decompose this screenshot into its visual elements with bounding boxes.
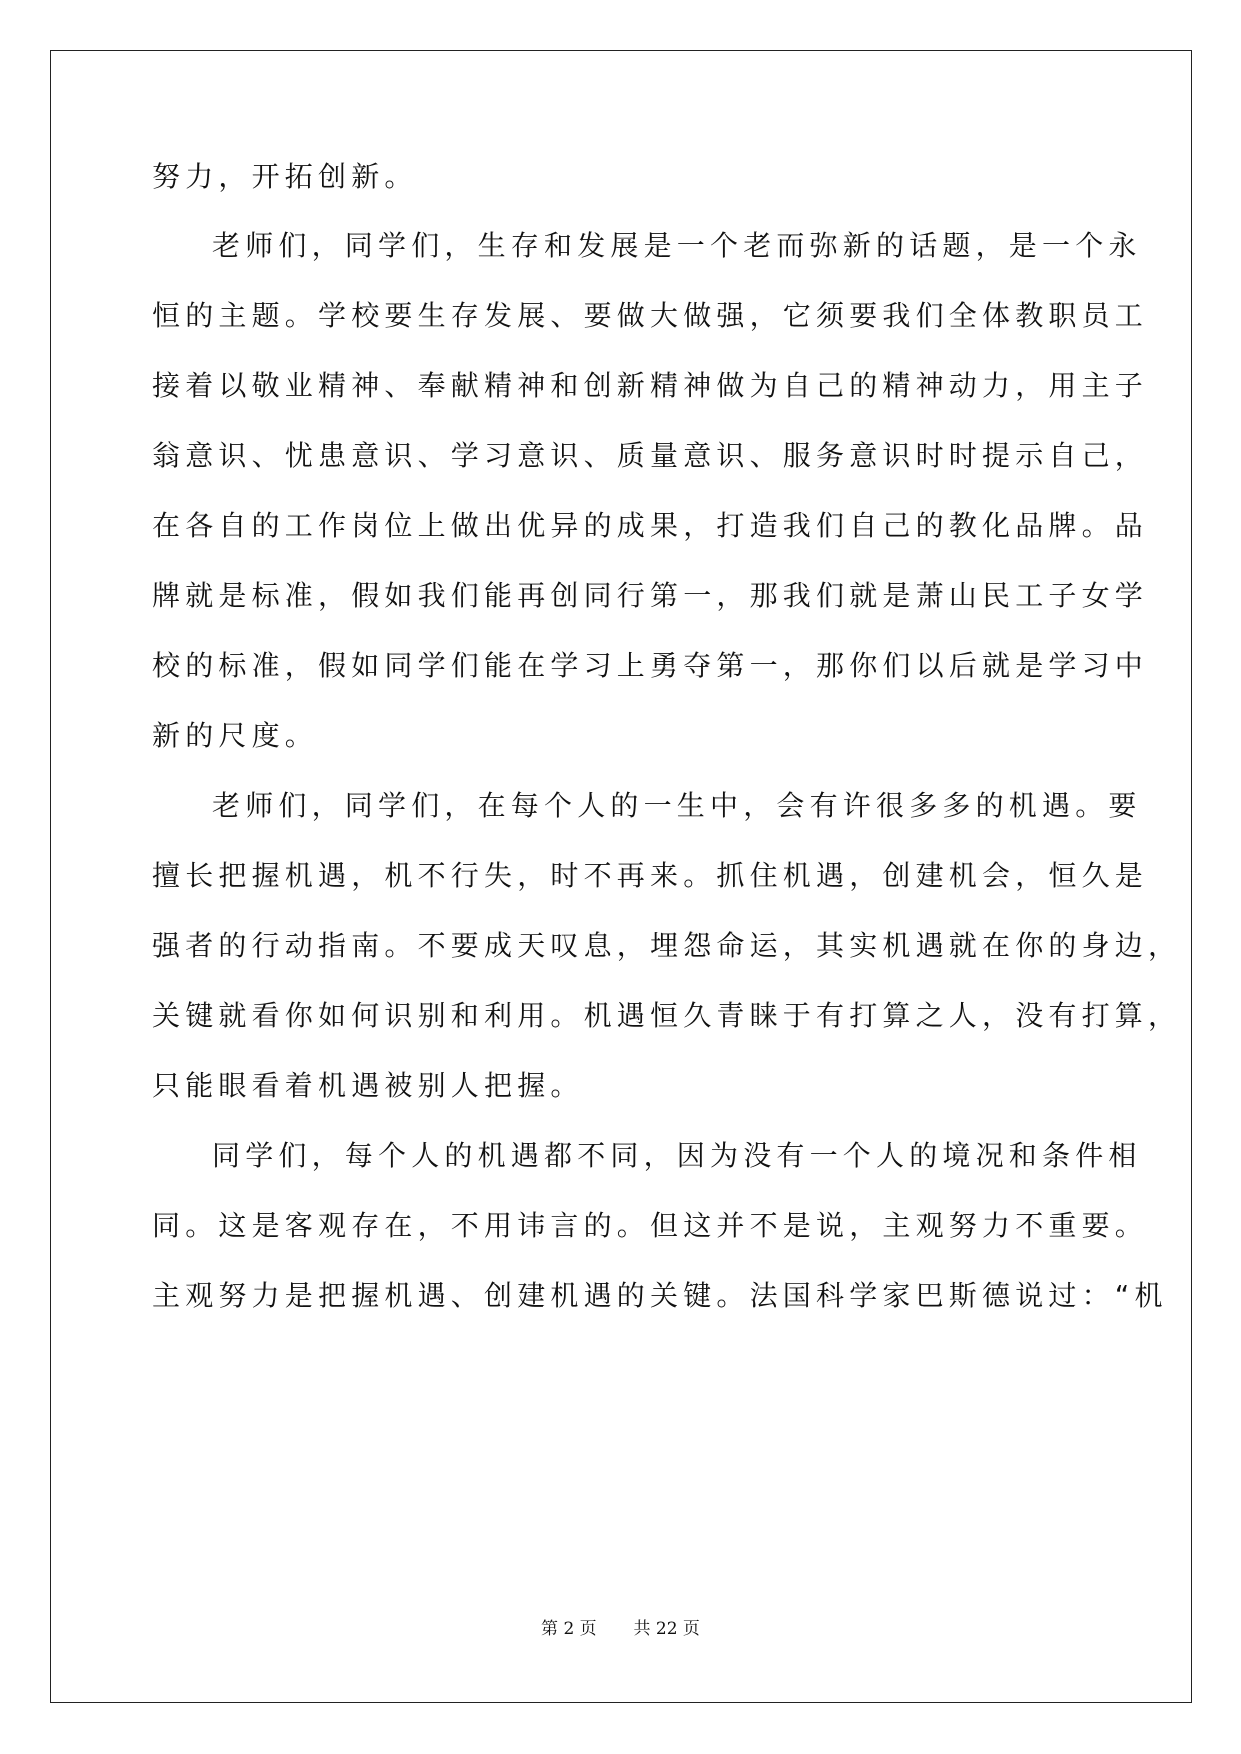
- page-number: 第 2 页: [541, 1619, 597, 1639]
- body-line: 牌就是标准，假如我们能再创同行第一，那我们就是萧山民工子女学: [152, 579, 1149, 612]
- body-line: 同学们，每个人的机遇都不同，因为没有一个人的境况和条件相: [212, 1139, 1142, 1172]
- page-total: 共 22 页: [633, 1619, 700, 1639]
- body-line: 校的标准，假如同学们能在学习上勇夺第一，那你们以后就是学习中: [152, 649, 1149, 682]
- body-line: 老师们，同学们，在每个人的一生中，会有许很多多的机遇。要: [212, 789, 1142, 822]
- body-line: 恒的主题。学校要生存发展、要做大做强，它须要我们全体教职员工: [152, 299, 1149, 332]
- body-line: 强者的行动指南。不要成天叹息，埋怨命运，其实机遇就在你的身边，: [152, 929, 1182, 962]
- body-line: 主观努力是把握机遇、创建机遇的关键。法国科学家巴斯德说过：“机: [152, 1279, 1168, 1312]
- body-line: 接着以敬业精神、奉献精神和创新精神做为自己的精神动力，用主子: [152, 369, 1149, 402]
- body-line: 在各自的工作岗位上做出优异的成果，打造我们自己的教化品牌。品: [152, 509, 1149, 542]
- page-footer: [0, 1614, 1241, 1639]
- body-line: 同。这是客观存在，不用讳言的。但这并不是说，主观努力不重要。: [152, 1209, 1149, 1242]
- body-line: 只能眼看着机遇被别人把握。: [152, 1069, 584, 1102]
- body-line: 老师们，同学们，生存和发展是一个老而弥新的话题，是一个永: [212, 229, 1142, 262]
- body-line: 翁意识、忧患意识、学习意识、质量意识、服务意识时时提示自己，: [152, 439, 1149, 472]
- body-line: 擅长把握机遇，机不行失，时不再来。抓住机遇，创建机会，恒久是: [152, 859, 1149, 892]
- body-line: 努力，开拓创新。: [152, 160, 418, 193]
- body-line: 关键就看你如何识别和利用。机遇恒久青睐于有打算之人，没有打算，: [152, 999, 1182, 1032]
- body-line: 新的尺度。: [152, 719, 319, 752]
